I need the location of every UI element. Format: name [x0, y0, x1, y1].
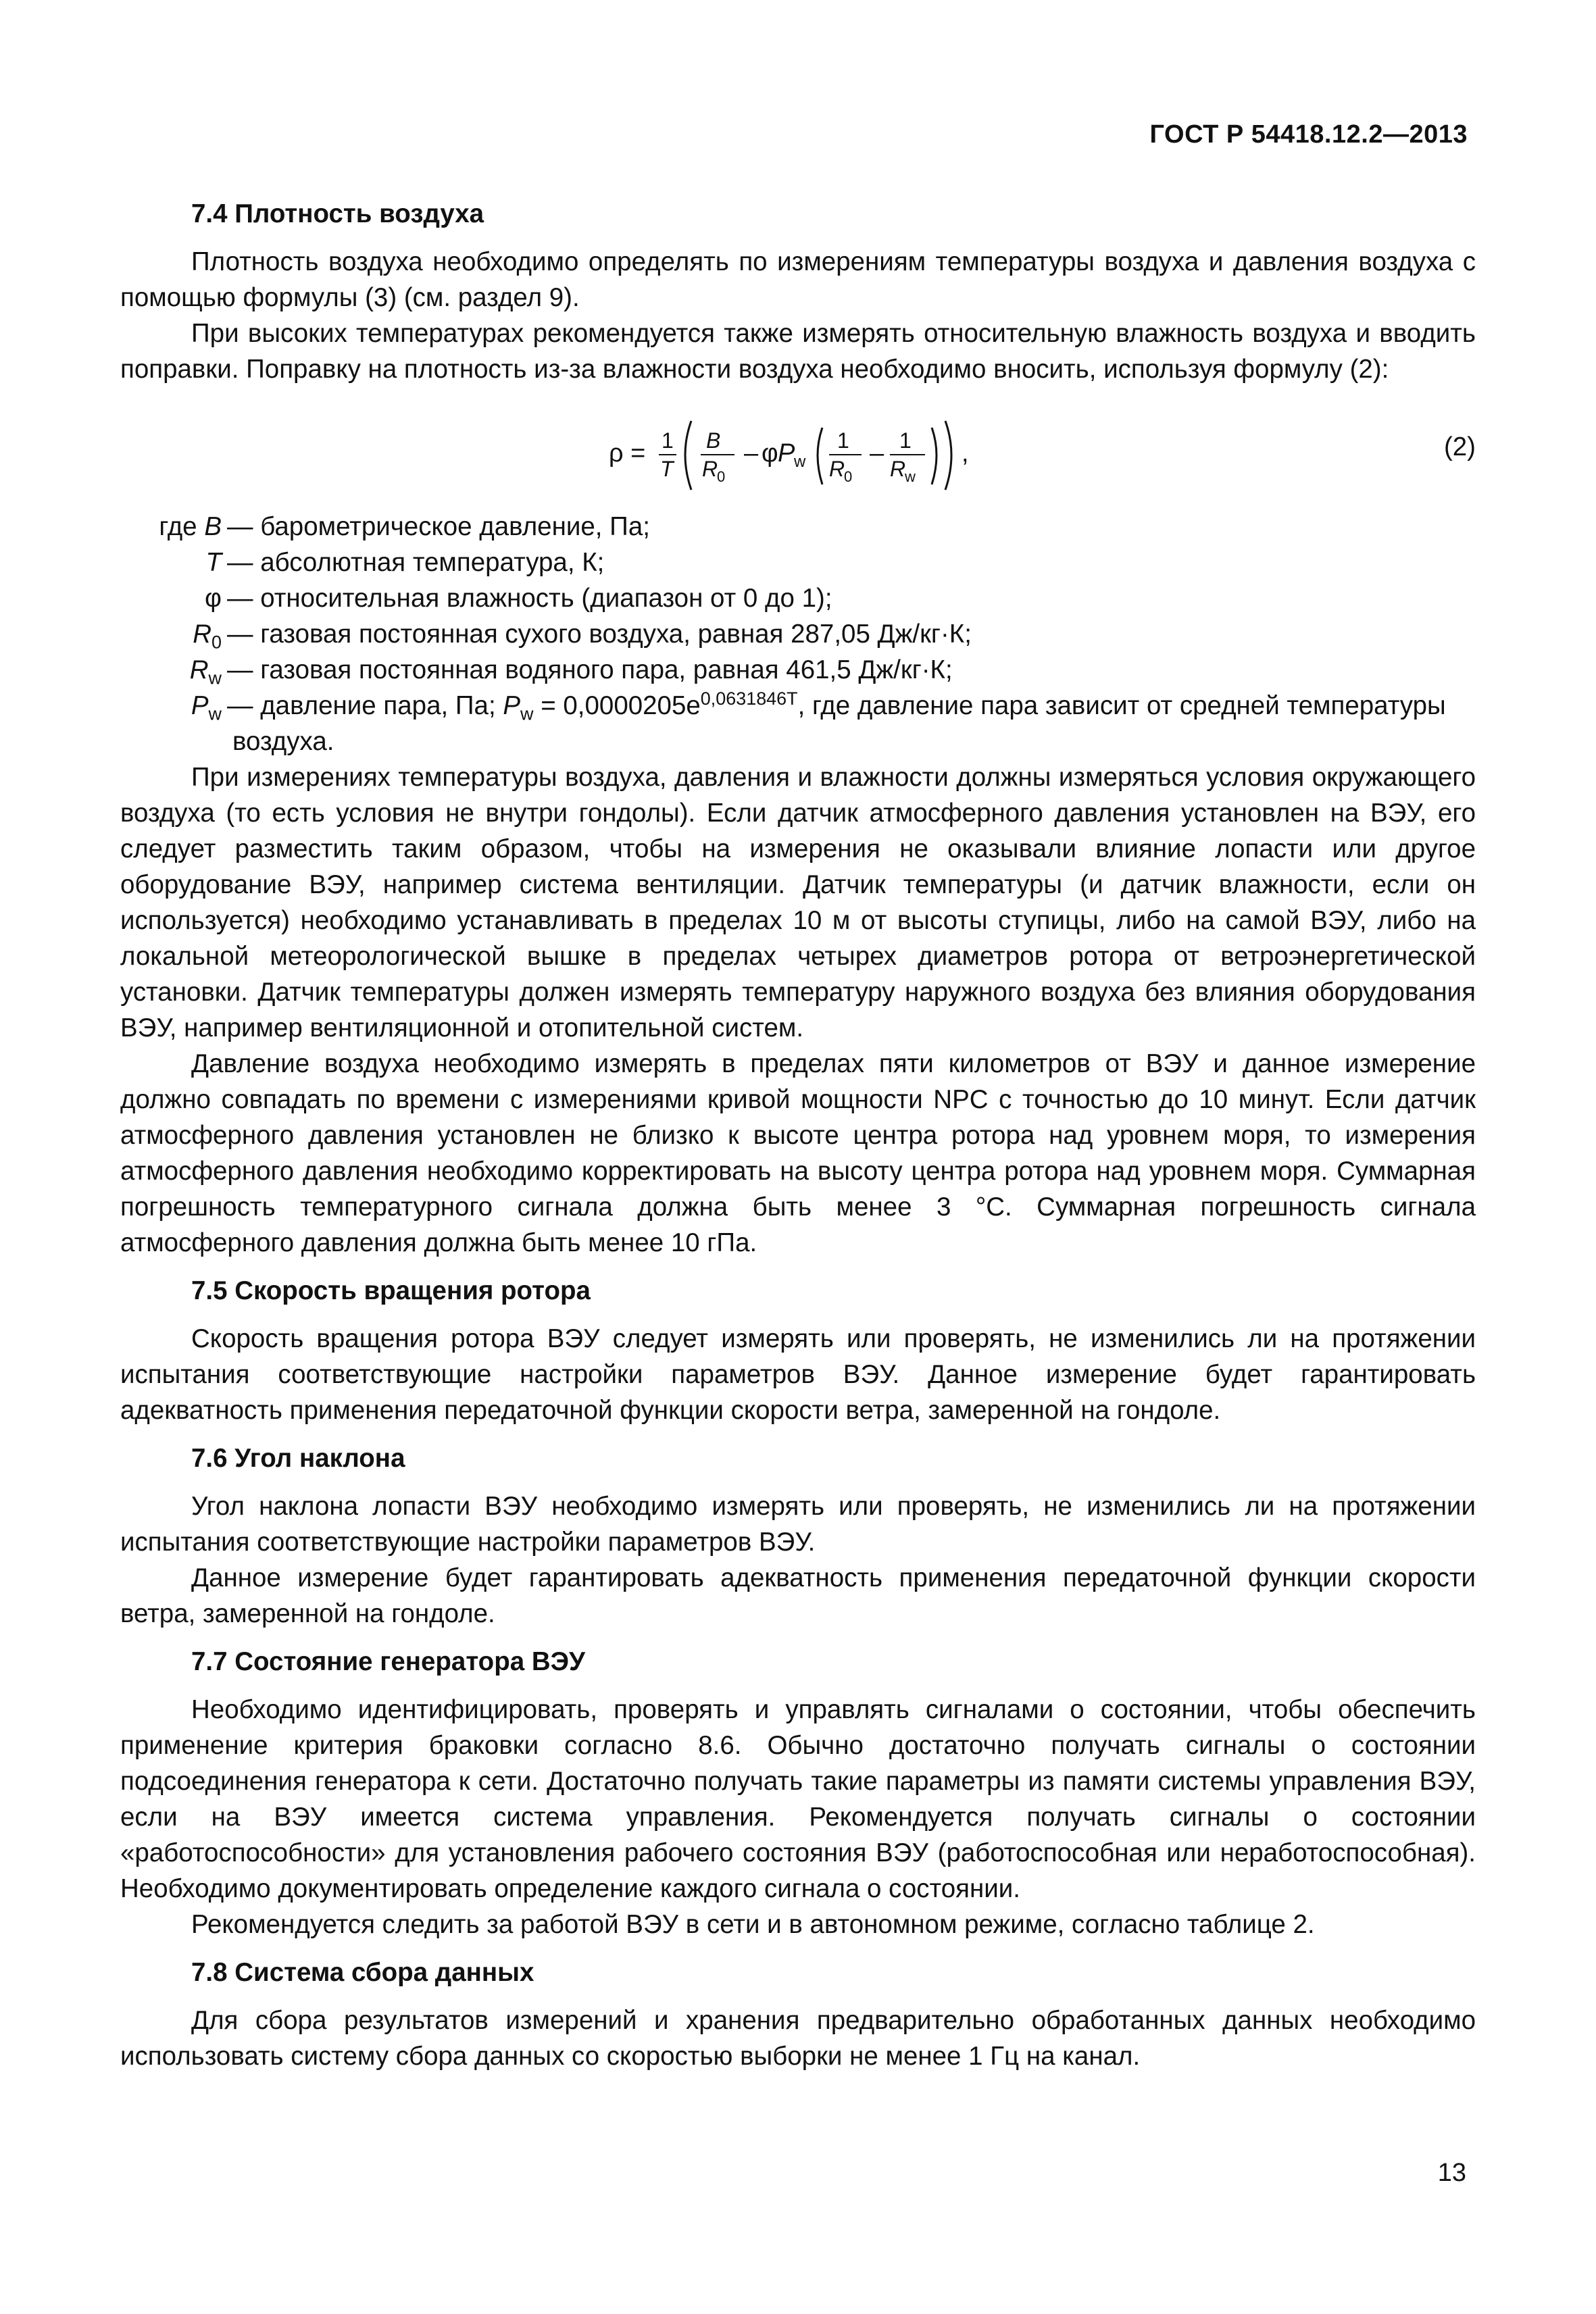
- paragraph: Плотность воздуха необходимо определять по измерениям температуры воздуха и давления воздуха с помощью формулы (3) (см. раздел 9).: [120, 247, 1476, 312]
- subscript: w: [208, 703, 222, 724]
- svg-text:–: –: [870, 439, 884, 468]
- formula-expression: [120, 401, 1476, 512]
- symbol-Pw: P: [191, 691, 209, 720]
- symbol-R0: R: [193, 620, 212, 649]
- definition-Pw: [120, 688, 1476, 724]
- definition-text: , где давление пара зависит от средней температуры: [797, 691, 1446, 720]
- formula-number: (2): [1443, 432, 1476, 461]
- svg-text:ρ =: ρ =: [609, 439, 646, 468]
- vapor-pressure-equation: = 0,0000205e: [533, 691, 701, 720]
- svg-text:,: ,: [962, 439, 969, 468]
- paragraph: Рекомендуется следить за работой ВЭУ в сети и в автономном режиме, согласно таблице 2.: [191, 1910, 1315, 1939]
- paragraph: Давление воздуха необходимо измерять в пределах пяти километров от ВЭУ и данное измерение должно совпадать по времени с измерениями кривой мощности NPC с точностью до 10 минут. Если датчик атмосферного давления установлен не близко к высоте центра ротора над уровнем моря, то измерения атмосферного давления необходимо корректировать на высоту центра ротора над уровнем моря. Суммарная погрешность температурного сигнала должна быть менее 3 °С. Суммарная погрешность сигнала атмосферного давления должна быть менее 10 гПа.: [120, 1049, 1476, 1257]
- paragraph: При высоких температурах рекомендуется также измерять относительную влажность воздуха и вводить поправки. Поправку на плотность из-за влажности воздуха необходимо вносить, используя формулу (2):: [120, 319, 1476, 384]
- definition-Rw: [120, 652, 1476, 688]
- definition-text: — газовая постоянная сухого воздуха, равная 287,05 Дж/кг·К;: [227, 620, 972, 649]
- formula-2: [120, 401, 1476, 502]
- definition-text: — относительная влажность (диапазон от 0 до 1);: [227, 584, 832, 613]
- svg-text:R: R: [829, 457, 845, 481]
- section-7-7: [120, 1644, 1476, 1942]
- section-title: 7.8 Система сбора данных: [191, 1958, 534, 1987]
- definition-B: [120, 509, 1476, 545]
- svg-text:1: 1: [899, 428, 912, 453]
- definition-phi: [120, 580, 1476, 616]
- svg-text:–: –: [744, 439, 759, 468]
- paragraph: Необходимо идентифицировать, проверять и управлять сигналами о состоянии, чтобы обеспечить применение критерия браковки согласно 8.6. Обычно достаточно получать сигналы о состоянии подсоединения генератора к сети. Достаточно получать такие параметры из памяти системы управления ВЭУ, если на ВЭУ имеется система управления. Рекомендуется получать сигналы о состоянии «работоспособности» для установления рабочего состояния ВЭУ (работоспособная или неработоспособная). Необходимо документировать определение каждого сигнала о состоянии.: [120, 1695, 1476, 1903]
- svg-text:0: 0: [844, 468, 853, 485]
- section-title: 7.6 Угол наклона: [191, 1444, 405, 1473]
- paragraph: При измерениях температуры воздуха, давления и влажности должны измеряться условия окружающего воздуха (то есть условия не внутри гондолы). Если датчик атмосферного давления установлен на ВЭУ, его следует разместить таким образом, чтобы на измерения не оказывали влияние лопасти или другое оборудование ВЭУ, например система вентиляции. Датчик температуры (и датчик влажности, если он используется) необходимо устанавливать в пределах 10 м от высоты ступицы, либо на самой ВЭУ, либо на локальной метеорологической вышке в пределах четырех диаметров ротора от ветроэнергетической установки. Датчик температуры должен измерять температуру наружного воздуха без влияния оборудования ВЭУ, например вентиляционной и отопительной систем.: [120, 763, 1476, 1042]
- definition-text: — абсолютная температура, К;: [227, 548, 605, 577]
- svg-text:0: 0: [717, 468, 726, 485]
- subscript: w: [520, 703, 534, 724]
- definition-text: — давление пара, Па;: [227, 691, 503, 720]
- svg-text:w: w: [905, 468, 916, 485]
- subscript: w: [208, 668, 222, 688]
- svg-text:T: T: [660, 457, 674, 481]
- section-7-5: [120, 1273, 1476, 1428]
- subscript: 0: [211, 632, 222, 653]
- svg-text:P: P: [778, 439, 795, 468]
- svg-text:1: 1: [662, 428, 674, 453]
- document-body: [120, 196, 1476, 2086]
- svg-text:R: R: [890, 457, 906, 481]
- definition-continuation: воздуха.: [232, 727, 334, 756]
- exponent: 0,0631846T: [700, 688, 798, 709]
- symbol-B: B: [204, 512, 222, 541]
- paragraph: Угол наклона лопасти ВЭУ необходимо измерять или проверять, не изменились ли на протяжении испытания соответствующие настройки параметров ВЭУ.: [120, 1492, 1476, 1557]
- paragraph: Для сбора результатов измерений и хранения предварительно обработанных данных необходимо использовать систему сбора данных со скоростью выборки не менее 1 Гц на канал.: [120, 2006, 1476, 2071]
- symbol-phi: φ: [205, 584, 222, 613]
- page-number: 13: [1437, 2159, 1466, 2187]
- section-7-4: [120, 196, 1476, 1261]
- svg-text:R: R: [702, 457, 718, 481]
- definition-R0: [120, 616, 1476, 652]
- where-label: где: [159, 512, 197, 541]
- symbol-T: T: [205, 548, 222, 577]
- section-title: 7.7 Состояние генератора ВЭУ: [191, 1647, 585, 1676]
- definition-T: [120, 545, 1476, 580]
- svg-text:w: w: [794, 453, 806, 471]
- symbol-Pw: P: [503, 691, 521, 720]
- section-title: 7.5 Скорость вращения ротора: [191, 1276, 591, 1305]
- section-7-6: [120, 1440, 1476, 1632]
- svg-text:1: 1: [837, 428, 849, 453]
- air-density-formula: [609, 401, 987, 502]
- paragraph: Скорость вращения ротора ВЭУ следует измерять или проверять, не изменились ли на протяжении испытания соответствующие настройки параметров ВЭУ. Данное измерение будет гарантировать адекватность применения передаточной функции скорости ветра, замеренной на гондоле.: [120, 1324, 1476, 1425]
- definition-text: — барометрическое давление, Па;: [227, 512, 650, 541]
- paragraph: Данное измерение будет гарантировать адекватность применения передаточной функции скорости ветра, замеренной на гондоле.: [120, 1563, 1476, 1628]
- document-header: ГОСТ Р 54418.12.2—2013: [1149, 120, 1468, 149]
- svg-text:B: B: [706, 428, 721, 453]
- variable-definitions: [120, 509, 1476, 759]
- section-title: 7.4 Плотность воздуха: [191, 199, 484, 228]
- section-7-8: [120, 1955, 1476, 2074]
- svg-text:φ: φ: [762, 439, 778, 468]
- symbol-Rw: R: [189, 655, 209, 684]
- definition-text: — газовая постоянная водяного пара, равная 461,5 Дж/кг·К;: [227, 655, 953, 684]
